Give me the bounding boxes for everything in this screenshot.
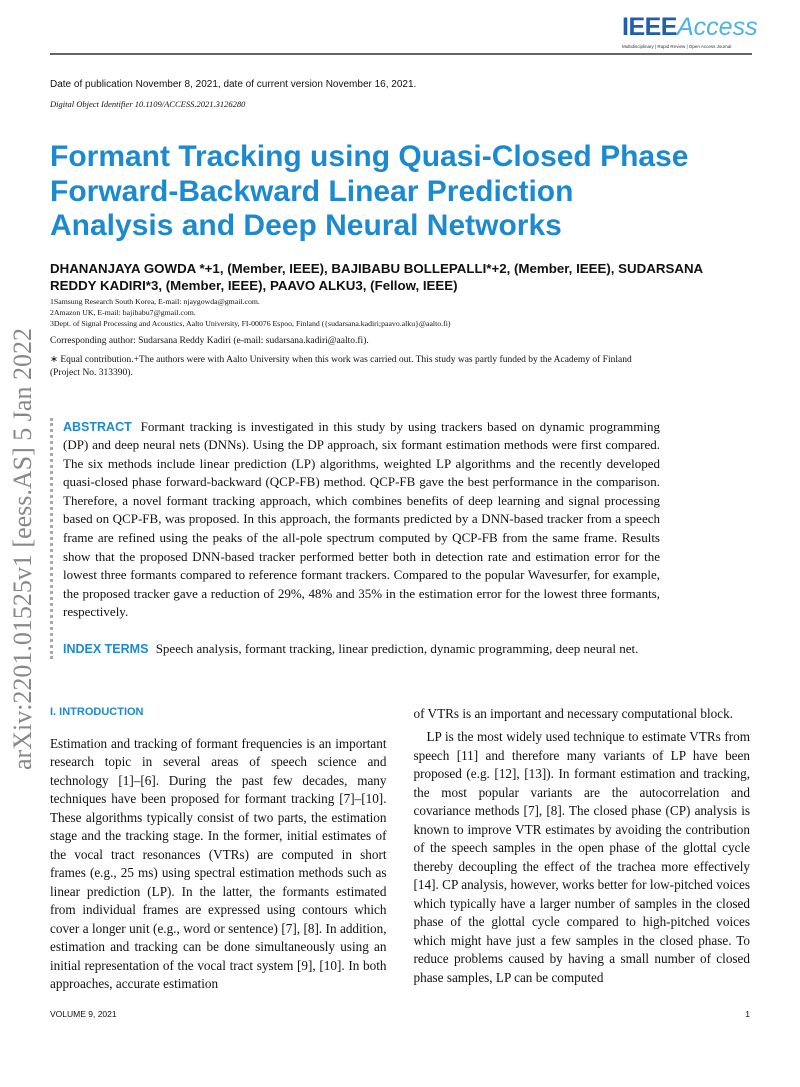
abstract-block (50, 418, 660, 659)
logo-access-text: Access (676, 13, 758, 41)
affiliation: 2Amazon UK, E-mail: bajibabu7@gmail.com. (50, 307, 196, 317)
arxiv-stamp: arXiv:2201.01525v1 [eess.AS] 5 Jan 2022 (8, 328, 37, 770)
publication-date: Date of publication November 8, 2021, date of current version November 16, 2021. (50, 79, 417, 90)
index-terms-label: INDEX TERMS (63, 642, 149, 657)
abstract-text: Formant tracking is investigated in this study by using trackers based on dynamic programming (DP) and deep neural nets (DNNs). Using the DP approach, six formant estimation methods were first compared. The six methods include linear prediction (LP) algorithms, weighted LP algorithms and the recently developed quasi-closed phase forward-backward (QCP-FB) method. QCP-FB gave the best performance in the comparison. Therefore, a novel formant tracking approach, which combines benefits of deep learning and signal processing based on QCP-FB, was proposed. In this approach, the formants predicted by a DNN-based tracker from a speech frame are refined using the peaks of the all-pole spectrum computed by QCP-FB from the same frame. Results show that the proposed DNN-based tracker performed better both in detection rate and estimation error for the lowest three formants compared to reference formant trackers. Compared to the popular Wavesurfer, for example, the proposed tracker gave a reduction of 29%, 48% and 35% in the estimation error for the lowest three formants, respectively. (63, 418, 660, 620)
affiliation: 3Dept. of Signal Processing and Acoustics, Aalto University, FI-00076 Espoo, Finland ({sudarsana.kadiri;paavo.alku}@aalto.fi) (50, 318, 451, 328)
index-terms-text: Speech analysis, formant tracking, linear prediction, dynamic programming, deep neural net. (155, 641, 639, 657)
logo-tagline: Multidisciplinary | Rapid Review | Open Access Journal (622, 44, 732, 49)
abstract (63, 418, 660, 623)
authors: DHANANJAYA GOWDA *+1, (Member, IEEE), BAJIBABU BOLLEPALLI*+2, (Member, IEEE), SUDARSANA REDDY KADIRI*3, (Member, IEEE), PAAVO ALKU3, (Fellow, IEEE) (50, 260, 703, 293)
doi: Digital Object Identifier 10.1109/ACCESS.2021.3126280 (50, 99, 246, 109)
affiliations (50, 296, 750, 329)
paragraph: of VTRs is an important and necessary computational block. (413, 705, 733, 721)
left-column (50, 705, 387, 994)
footer (50, 1008, 750, 1020)
paragraph: LP is the most widely used technique to estimate VTRs from speech [11] and therefore many variants of LP have been proposed (e.g. [12], [13]). In formant estimation and tracking, the most popular variants are the autocorrelation and covariance methods [7], [8]. The closed phase (CP) analysis is known to improve VTR estimates by avoiding the contribution of the speech samples in the open phase of the glottal cycle thereby decoupling the effect of the trachea more effectively [14]. CP analysis, however, works better for low-pitched voices which typically have a larger number of samples in the closed phase of the glottal cycle compared to high-pitched voices which might have just a few samples in the closed phase. To reduce problems caused by having a small number of closed phase samples, LP can be computed (413, 729, 750, 985)
affiliation: 1Samsung Research South Korea, E-mail: njaygowda@gmail.com. (50, 296, 260, 306)
footer-volume: VOLUME 9, 2021 (50, 1008, 117, 1019)
page-number: 1 (745, 1008, 750, 1019)
equal-contribution-note: ∗ Equal contribution.+The authors were with Aalto University when this work was carried out. This study was partly funded by the Academy of Finland (Project No. 313390). (50, 354, 632, 378)
index-terms (63, 640, 660, 659)
abstract-label: ABSTRACT (63, 419, 132, 434)
logo-ieee-text: IEEE (622, 13, 677, 41)
right-column (414, 705, 751, 994)
corresponding-author: Corresponding author: Sudarsana Reddy Kadiri (e-mail: sudarsana.kadiri@aalto.fi). (50, 335, 369, 346)
body-columns (50, 705, 750, 994)
paper-title: Formant Tracking using Quasi-Closed Phase Forward-Backward Linear Prediction Analysis and Deep Neural Networks (50, 140, 689, 242)
left-column-text: Estimation and tracking of formant frequencies is an important research topic in several areas of speech science and technology [1]–[6]. During the past few decades, many techniques have been proposed for formant tracking [7]–[10]. These algorithms typically consist of two parts, the estimation stage and the tracking stage. In the former, initial estimates of the vocal tract resonances (VTRs) are computed in short frames (e.g., 25 ms) using spectral estimation methods such as linear prediction (LP). In the latter, the formants estimated from individual frames are expressed using contours which cover a longer unit (e.g., word or sentence) [7], [8]. In addition, estimation and tracking can be done simultaneously using an initial representation of the vocal tract system [9], [10]. In both approaches, accurate estimation (50, 735, 387, 992)
section-heading: I. INTRODUCTION (50, 705, 144, 718)
